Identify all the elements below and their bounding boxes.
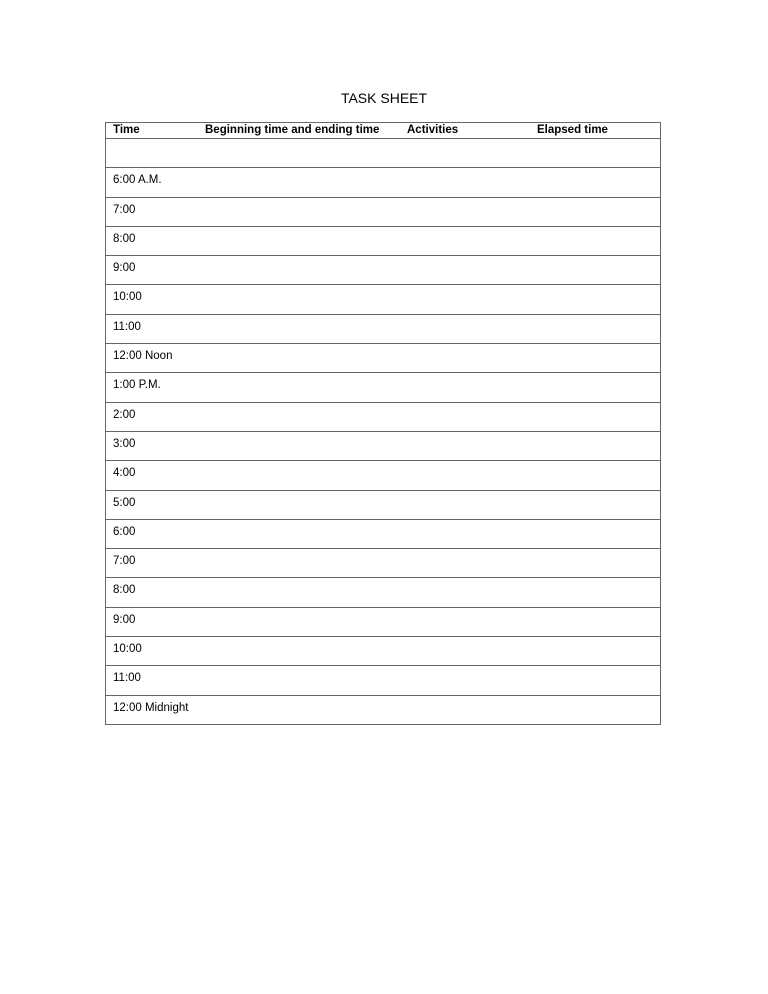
header-beginning-ending-time: Beginning time and ending time xyxy=(205,124,380,136)
row-time: 9:00 xyxy=(113,613,136,626)
row-time: 6:00 xyxy=(113,525,136,538)
table-row xyxy=(106,285,660,314)
row-time: 10:00 xyxy=(113,643,142,656)
row-time: 11:00 xyxy=(113,320,141,333)
header-time: Time xyxy=(113,124,140,136)
task-table xyxy=(105,122,661,725)
row-time: 9:00 xyxy=(113,262,136,275)
row-time: 6:00 A.M. xyxy=(113,174,162,187)
header-elapsed-time: Elapsed time xyxy=(537,124,608,136)
table-row xyxy=(106,315,660,344)
row-time: 12:00 Midnight xyxy=(113,701,189,714)
table-row xyxy=(106,373,660,402)
table-row xyxy=(106,198,660,227)
table-row xyxy=(106,549,660,578)
table-row xyxy=(106,256,660,285)
table-header xyxy=(106,123,660,139)
row-time: 4:00 xyxy=(113,467,136,480)
page-title: TASK SHEET xyxy=(340,90,428,106)
table-row xyxy=(106,666,660,695)
table-row xyxy=(106,344,660,373)
row-time: 10:00 xyxy=(113,291,142,304)
table-row xyxy=(106,432,660,461)
row-time: 7:00 xyxy=(113,555,136,568)
table-row xyxy=(106,520,660,549)
row-time: 5:00 xyxy=(113,496,136,509)
row-time: 1:00 P.M. xyxy=(113,379,161,392)
table-row xyxy=(106,491,660,520)
row-time: 11:00 xyxy=(113,672,141,685)
row-time: 3:00 xyxy=(113,437,136,450)
table-row xyxy=(106,696,660,724)
table-row xyxy=(106,461,660,490)
header-activities: Activities xyxy=(407,124,459,136)
table-row xyxy=(106,227,660,256)
table-row xyxy=(106,168,660,197)
row-time: 2:00 xyxy=(113,408,136,421)
row-time: 7:00 xyxy=(113,203,136,216)
table-row xyxy=(106,578,660,607)
table-row xyxy=(106,139,660,168)
table-row xyxy=(106,608,660,637)
row-time: 8:00 xyxy=(113,584,136,597)
table-row xyxy=(106,637,660,666)
row-time: 8:00 xyxy=(113,232,136,245)
row-time: 12:00 Noon xyxy=(113,350,173,363)
table-row xyxy=(106,403,660,432)
